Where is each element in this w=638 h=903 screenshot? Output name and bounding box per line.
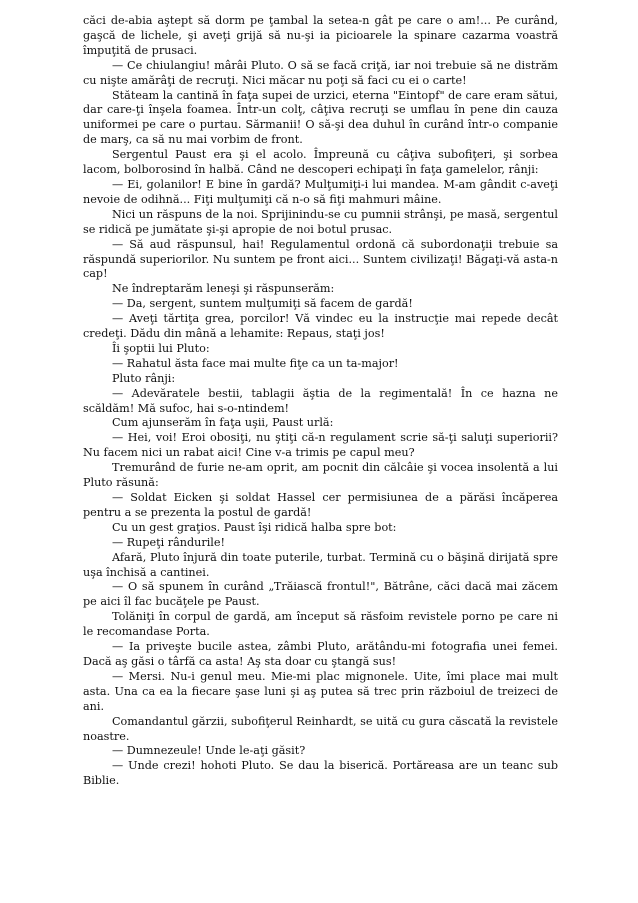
paragraph-12: — Rahatul ăsta face mai multe fiţe ca un ta-major! (112, 356, 399, 370)
paragraph-1: căci de-abia aştept să dorm pe ţambal la setea-n gât pe care o am!... Pe curând, gaşcă de lichele, şi aveţi grijă să nu-şi ia picioarele la spinare cazarma voastră împuţită de prusaci. (83, 14, 558, 57)
document-page (83, 14, 558, 789)
paragraph-11: Îi şoptii lui Pluto: (112, 341, 210, 355)
paragraph-6: Nici un răspuns de la noi. Sprijinindu-se cu pumnii strânşi, pe masă, sergentul se ridică pe jumătate şi-şi apropie de noi botul prusac. (83, 207, 558, 236)
paragraph-21: Afară, Pluto înjură din toate puterile, turbat. Termină cu o băşină dirijată spre uşa închisă a cantinei. (83, 550, 558, 579)
paragraph-9: — Da, sergent, suntem mulţumiţi să facem de gardă! (112, 297, 413, 311)
paragraph-7: — Să aud răspunsul, hai! Regulamentul ordonă că subordonaţii trebuie sa răspundă superiorilor. Nu suntem pe front aici... Suntem civilizaţi! Băgaţi-vă asta-n cap! (83, 237, 558, 281)
paragraph-5: — Ei, golanilor! E bine în gardă? Mulţumiţi-i lui mandea. M-am gândit c-aveţi nevoie de odihnă... Fiţi mulţumiţi că n-o să fiţi mahmuri mâine. (83, 177, 558, 206)
paragraph-8: Ne îndreptarăm leneşi şi răspunserăm: (112, 282, 335, 296)
paragraph-14: — Adevăratele bestii, tablagii ăştia de la regimentală! În ce hazna ne scăldăm! Mă sufoc, hai s-o-ntindem! (83, 386, 558, 415)
paragraph-10: — Aveţi tărtiţa grea, porcilor! Vă vindec eu la instrucţie mai repede decât credeţi. Dădu din mână a lehamite: Repaus, staţi jos! (83, 312, 558, 341)
paragraph-28: — Unde crezi! hohoti Pluto. Se dau la biserică. Portăreasa are un teanc sub Biblie. (83, 759, 558, 788)
paragraph-2: — Ce chiulangiu! mârâi Pluto. O să se facă criţă, iar noi trebuie să ne distrăm cu nişte amărâţi de recruţi. Nici măcar nu poţi să faci cu ei o carte! (83, 58, 558, 87)
paragraph-20: — Rupeţi rândurile! (112, 535, 225, 549)
paragraph-24: — Ia priveşte bucile astea, zâmbi Pluto, arătându-mi fotografia unei femei. Dacă aş găsi o târfă ca asta! Aş sta doar cu ştangă sus! (83, 640, 558, 668)
paragraph-3: Stăteam la cantină în faţa supei de urzici, eterna "Eintopf" de care eram sătui, dar care-ţi înşela foamea. Într-un colţ, câţiva recruţi se umflau în pene din cauza uniformei pe care o purtau. Sărmanii! O să-şi dea duhul în curând într-o companie de marş, ca să nu mai vorbim de front. (83, 88, 558, 147)
paragraph-27: — Dumnezeule! Unde le-aţi găsit? (112, 744, 306, 758)
paragraph-15: Cum ajunserăm în faţa uşii, Paust urlă: (112, 416, 334, 430)
paragraph-22: — O să spunem în curând „Trăiască frontul!", Bătrâne, căci dacă mai zăcem pe aici îl fac bucăţele pe Paust. (83, 580, 558, 609)
paragraph-13: Pluto rânji: (112, 371, 176, 385)
paragraph-19: Cu un gest graţios. Paust îşi ridică halba spre bot: (112, 520, 397, 534)
paragraph-26: Comandantul gărzii, subofiţerul Reinhardt, se uită cu gura căscată la revistele noastre. (83, 714, 558, 743)
paragraph-4: Sergentul Paust era şi el acolo. Împreună cu câţiva subofiţeri, şi sorbea lacom, bolborosind în halbă. Când ne descoperi echipaţi în faţa gamelelor, rânji: (83, 148, 558, 177)
paragraph-17: Tremurând de furie ne-am oprit, am pocnit din călcâie şi vocea insolentă a lui Pluto răsună: (83, 461, 558, 490)
paragraph-25: — Mersi. Nu-i genul meu. Mie-mi plac mignonele. Uite, îmi place mai mult asta. Una ca ea la fiecare şase luni şi aş putea să trec prin războiul de treizeci de ani. (83, 669, 558, 713)
paragraph-16: — Hei, voi! Eroi obosiţi, nu ştiţi că-n regulament scrie să-ţi saluţi superiorii? Nu facem nici un rabat aici! Cine v-a trimis pe capul meu? (83, 431, 558, 460)
paragraph-18: — Soldat Eicken şi soldat Hassel cer permisiunea de a părăsi încăperea pentru a se prezenta la postul de gardă! (83, 491, 558, 519)
paragraph-23: Tolăniţi în corpul de gardă, am început să răsfoim revistele porno pe care ni le recomandase Porta. (83, 610, 558, 639)
